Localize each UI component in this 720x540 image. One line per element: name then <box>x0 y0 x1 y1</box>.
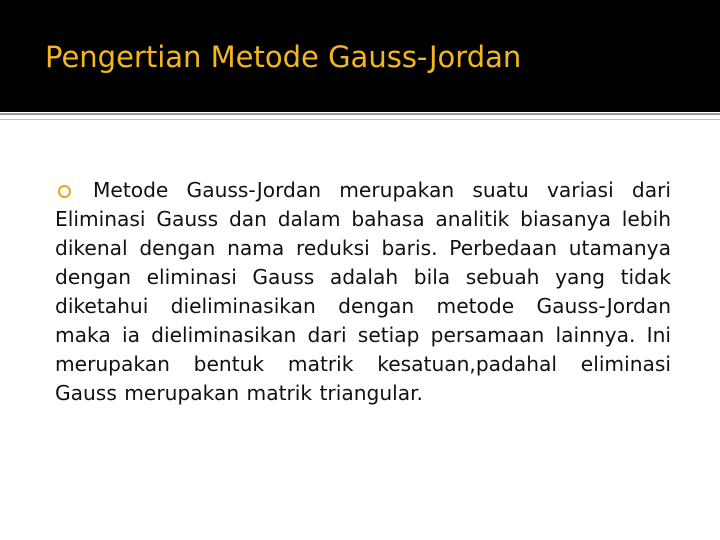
circle-bullet-icon <box>58 185 71 198</box>
title-divider-thick <box>0 113 720 115</box>
title-divider-thin <box>0 119 720 120</box>
bullet-text: Metode Gauss-Jordan merupakan suatu variasi dari Eliminasi Gauss dan dalam bahasa analitik biasanya lebih dikenal dengan nama reduksi baris. Perbedaan utamanya dengan eliminasi Gauss adalah bila sebuah yang tidak diketahui dieliminasikan dengan metode Gauss-Jordan maka ia dieliminasikan dari setiap persamaan lainnya. Ini merupakan bentuk matrik kesatuan,padahal eliminasi Gauss merupakan matrik triangular. <box>55 178 671 405</box>
slide-title: Pengertian Metode Gauss-Jordan <box>45 40 522 74</box>
bullet-paragraph <box>55 176 671 408</box>
title-bar <box>0 0 720 112</box>
